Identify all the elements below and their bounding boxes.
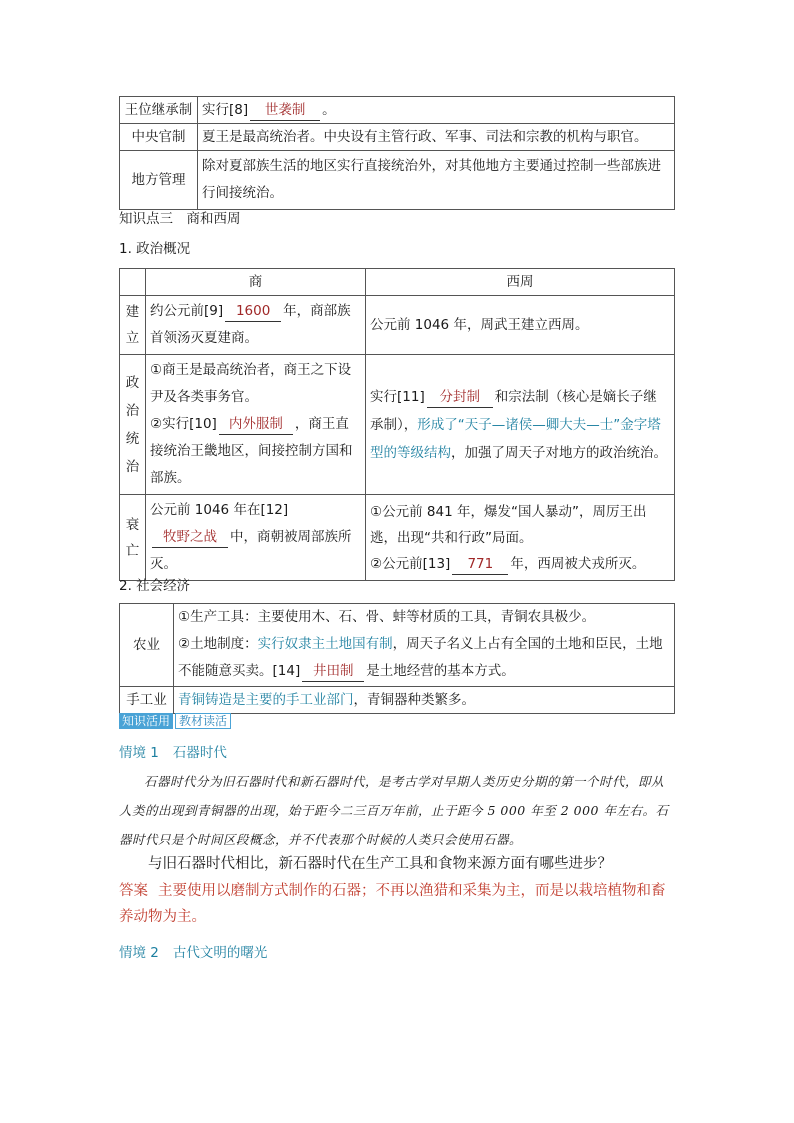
table-header-row bbox=[120, 269, 675, 296]
text-suffix: 中，商朝被周部族所灭。 bbox=[150, 529, 352, 572]
situation-label: 情境 1 bbox=[119, 745, 159, 761]
table-row bbox=[120, 124, 675, 151]
textbook-reading-tag: 教材读活 bbox=[175, 713, 231, 729]
row-label: 王位继承制 bbox=[120, 97, 198, 124]
row-label: 农业 bbox=[120, 604, 174, 687]
situation-heading bbox=[119, 741, 227, 761]
text-suffix: ，加强了周天子对地方的政治统治。 bbox=[451, 444, 667, 461]
section-heading: 知识点三 商和西周 bbox=[119, 211, 241, 227]
text-prefix: ②公元前[13] bbox=[370, 555, 451, 572]
question-text: 与旧石器时代相比，新石器时代在生产工具和食物来源方面有哪些进步？ bbox=[148, 856, 612, 872]
row-label: 手工业 bbox=[120, 687, 174, 714]
source-passage: 石器时代分为旧石器时代和新石器时代，是考古学对早期人类历史分期的第一个时代，即从人类的出现到青铜器的出现，始于距今二三百万年前，止于距今 5 000 年至 2 000 年左右。石器时代只是个时间区段概念，并不代表那个时候的人类只会使用石器。 bbox=[119, 774, 669, 847]
column-header: 商 bbox=[146, 269, 366, 296]
row-content bbox=[174, 604, 675, 687]
answer-label: 答案 bbox=[119, 883, 148, 899]
zhou-cell: 公元前 1046 年，周武王建立西周。 bbox=[366, 296, 675, 355]
situation-label: 情境 2 bbox=[119, 945, 159, 961]
xia-institutions-table bbox=[119, 96, 675, 210]
table-row bbox=[120, 296, 675, 355]
table-row bbox=[120, 151, 675, 210]
text-mid: ，周天子名义上占有全国的土地和臣民，土地不能随意买卖。[14] bbox=[178, 636, 663, 679]
subsection-heading: 2. 社会经济 bbox=[119, 578, 191, 594]
tag-group bbox=[119, 713, 231, 729]
situation-title: 古代文明的曙光 bbox=[172, 945, 268, 961]
highlight-text: 青铜铸造是主要的手工业部门 bbox=[178, 692, 354, 708]
zhou-cell bbox=[366, 355, 675, 495]
text-suffix: ，青铜器种类繁多。 bbox=[353, 692, 475, 708]
row-content: 除对夏部族生活的地区实行直接统治外，对其他地方主要通过控制一些部族进行间接统治。 bbox=[198, 151, 675, 210]
table-row bbox=[120, 604, 675, 687]
text-prefix: ②土地制度： bbox=[178, 636, 258, 652]
answer-blank: 1600 bbox=[225, 301, 281, 322]
economy-table bbox=[119, 603, 675, 714]
shang-cell bbox=[146, 495, 366, 581]
text-line: ①生产工具：主要使用木、石、骨、蚌等材质的工具，青铜农具极少。 bbox=[178, 609, 596, 625]
politics-table bbox=[119, 268, 675, 581]
answer-blank: 世袭制 bbox=[250, 100, 320, 121]
text-prefix: 实行[11] bbox=[370, 388, 425, 405]
answer-blank: 771 bbox=[452, 554, 508, 575]
row-label-text: 政治统治 bbox=[125, 374, 140, 475]
text-line bbox=[178, 631, 670, 685]
answer-text: 主要使用以磨制方式制作的石器；不再以渔猎和采集为主，而是以栽培植物和畜养动物为主。 bbox=[119, 883, 666, 925]
row-label: 地方管理 bbox=[120, 151, 198, 210]
situation-title: 石器时代 bbox=[172, 745, 227, 761]
shang-cell bbox=[146, 355, 366, 495]
text-prefix: 实行[8] bbox=[202, 102, 249, 118]
shang-cell bbox=[146, 296, 366, 355]
row-content: 夏王是最高统治者。中央设有主管行政、军事、司法和宗教的机构与职官。 bbox=[198, 124, 675, 151]
text-suffix: 是土地经营的基本方式。 bbox=[366, 663, 515, 679]
text-prefix: 约公元前[9] bbox=[150, 303, 224, 319]
text-line: ①公元前 841 年，爆发“国人暴动”，周厉王出逃，出现“共和行政”局面。 bbox=[370, 503, 647, 546]
text-mid: 和宗法制（核心是嫡长子继承制）， bbox=[370, 388, 657, 433]
answer-blank: 内外服制 bbox=[219, 414, 293, 435]
answer-blank: 牧野之战 bbox=[152, 527, 228, 548]
row-label bbox=[120, 355, 146, 495]
table-row bbox=[120, 687, 675, 714]
row-label: 中央官制 bbox=[120, 124, 198, 151]
row-content bbox=[198, 97, 675, 124]
text-suffix: 。 bbox=[322, 102, 336, 118]
answer-blank: 分封制 bbox=[427, 387, 493, 408]
text-prefix: ②实行[10] bbox=[150, 416, 217, 432]
row-label bbox=[120, 495, 146, 581]
table-row bbox=[120, 495, 675, 581]
text-suffix: 年，商部族首领汤灭夏建商。 bbox=[150, 303, 351, 346]
row-label bbox=[120, 296, 146, 355]
text-line bbox=[370, 551, 670, 577]
table-row bbox=[120, 97, 675, 124]
text-prefix: 公元前 1046 年在[12] bbox=[150, 502, 289, 518]
corner-cell bbox=[120, 269, 146, 296]
table-row bbox=[120, 355, 675, 495]
highlight-text: 实行奴隶主土地国有制 bbox=[257, 636, 393, 652]
column-header: 西周 bbox=[366, 269, 675, 296]
knowledge-apply-tag: 知识活用 bbox=[119, 713, 173, 729]
highlight-text: 形成了“天子—诸侯—卿大夫—士”金字塔型的等级结构 bbox=[370, 416, 661, 461]
row-label-text: 建立 bbox=[125, 304, 140, 346]
text-suffix: ，商王直接统治王畿地区，间接控制方国和部族。 bbox=[150, 416, 353, 486]
answer-blank: 井田制 bbox=[302, 661, 364, 682]
zhou-cell bbox=[366, 495, 675, 581]
text-line: ①商王是最高统治者，商王之下设尹及各类事务官。 bbox=[150, 362, 352, 405]
situation-heading bbox=[119, 941, 267, 961]
row-content bbox=[174, 687, 675, 714]
answer-block bbox=[119, 878, 675, 930]
text-suffix: 年，西周被犬戎所灭。 bbox=[510, 555, 646, 572]
text-line bbox=[150, 411, 361, 492]
row-label-text: 衰亡 bbox=[125, 516, 140, 559]
subsection-heading: 1. 政治概况 bbox=[119, 241, 191, 257]
